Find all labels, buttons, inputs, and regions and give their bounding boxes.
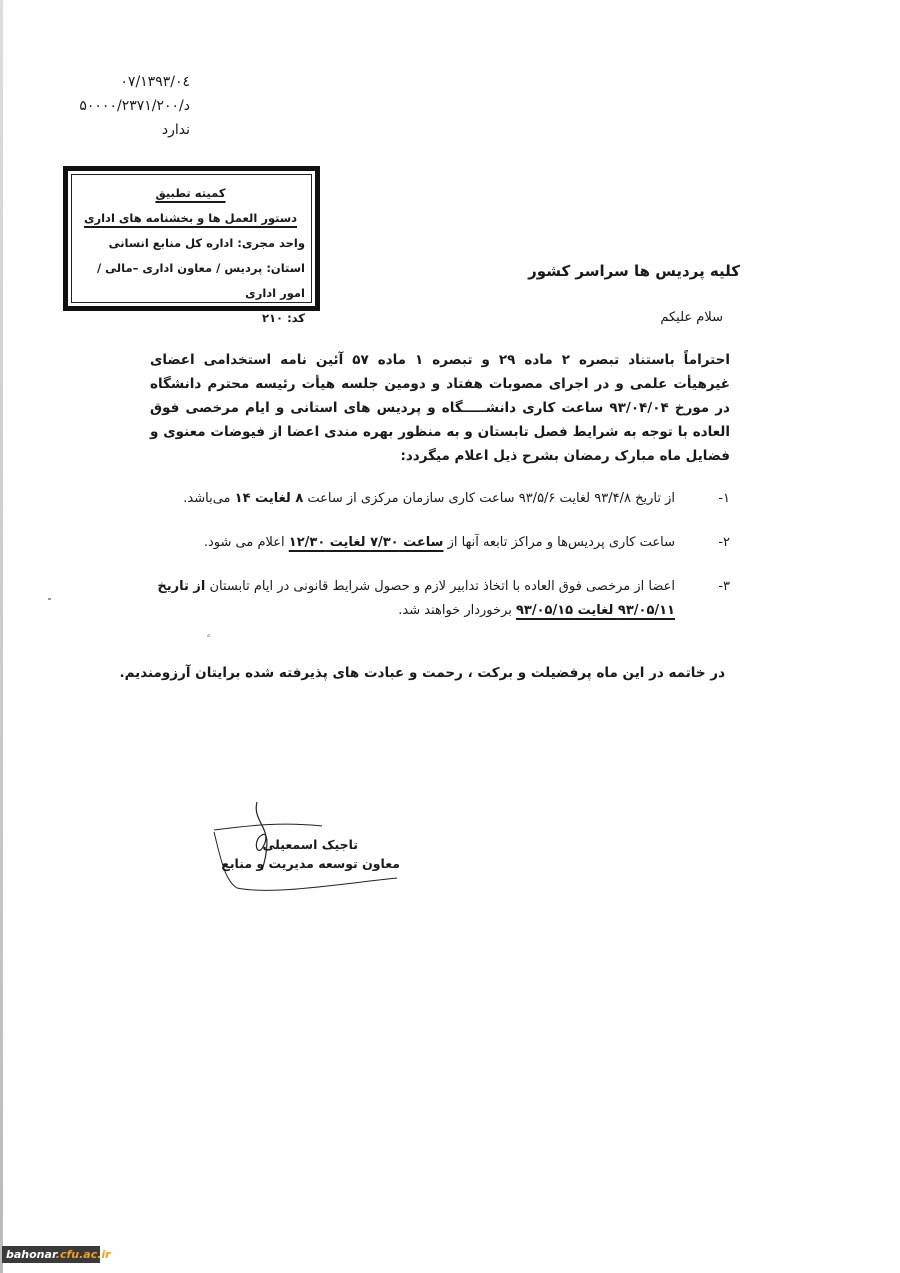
letter-date: ۱۳۹۳/۰٤/۰۷ <box>120 74 190 90</box>
recipient: کلیه پردیس ها سراسر کشور <box>528 262 740 280</box>
item-bold-text: ساعت ۷/۳۰ لغایت ۱۲/۳۰ <box>288 535 444 550</box>
item-text: ساعت کاری پردیس‌ها و مراکز تابعه آنها از <box>443 535 675 550</box>
compliance-committee-stamp <box>63 166 320 325</box>
numbered-items <box>150 487 730 643</box>
item-number: ۱- <box>718 491 730 506</box>
list-item <box>150 531 730 555</box>
item-bold-text: ۸ لغایت ۱۴ <box>234 491 304 506</box>
stamp-province: استان: پردیس / معاون اداری –مالی / امور اداری <box>96 261 305 300</box>
letter-attachment: ندارد <box>161 122 190 138</box>
body-paragraph: احتراماً باستناد تبصره ۲ ماده ۲۹ و تبصره ۱ ماده ۵۷ آئین نامه استخدامی اعضای غیرهیأت علمی و در اجرای مصوبات هفتاد و دومین جلسه هیأت رئیسه محترم دانشگاه در مورخ ۹۳/۰۴/۰۴ ساعت کاری دانشـــــگاه و پردیس های استانی و ایام مرخصی فوق العاده با توجه به شرایط فصل تابستان و به منظور بهره مندی اعضا از فیوضات معنوی و فضایل ماه مبارک رمضان بشرح ذیل اعلام میگردد: <box>150 352 730 464</box>
item-text: از تاریخ ۹۳/۴/۸ لغایت ۹۳/۵/۶ ساعت کاری سازمان مرکزی از ساعت <box>303 491 675 506</box>
watermark-part-1: bahonar <box>6 1248 56 1261</box>
letter-number: د/۵۰۰۰۰/۲۳۷۱/۲۰۰ <box>79 98 190 114</box>
signatory-title: معاون توسعه مدیریت و منابع <box>221 856 400 871</box>
item-number: ۲- <box>718 535 730 550</box>
closing-line: در خاتمه در این ماه پرفضیلت و برکت ، رحمت و عبادت های پذیرفته شده برایتان آرزومندیم. <box>119 665 725 681</box>
stamp-code: کد: ۲۱۰ <box>262 311 305 325</box>
item-number: ۳- <box>718 579 730 594</box>
scan-edge <box>0 0 3 1273</box>
watermark-part-2: .cfu.ac.ir <box>55 1248 111 1261</box>
reference-block <box>60 70 190 142</box>
stamp-title: کمیته تطبیق <box>155 186 226 200</box>
item-bold-text: از تاریخ <box>157 579 206 594</box>
item-text: اعضا از مرخصی فوق العاده با اتخاذ تدابیر لازم و حصول شرایط قانونی در ایام تابستان <box>205 579 675 594</box>
item-bold-text: ۹۳/۰۵/۱۱ لغایت ۹۳/۰۵/۱۵ <box>515 603 675 618</box>
list-item <box>150 575 730 623</box>
site-watermark <box>2 1246 111 1263</box>
scan-artifact: ⸗ <box>207 631 210 641</box>
signature-block <box>212 800 402 900</box>
stamp-content <box>76 181 305 331</box>
greeting: سلام علیکم <box>660 310 723 325</box>
item-text: اعلام می شود. <box>203 535 289 550</box>
item-text: می‌باشد. <box>183 491 235 506</box>
item-text: برخوردار خواهند شد. <box>398 603 516 618</box>
scan-artifact <box>48 598 51 600</box>
signatory-name: تاجیک اسمعیلی <box>262 837 358 852</box>
list-item <box>150 487 730 511</box>
stamp-subtitle: دستور العمل ها و بخشنامه های اداری <box>83 211 298 225</box>
stamp-executive-unit: واحد مجری: اداره کل منابع انسانی <box>108 236 305 250</box>
